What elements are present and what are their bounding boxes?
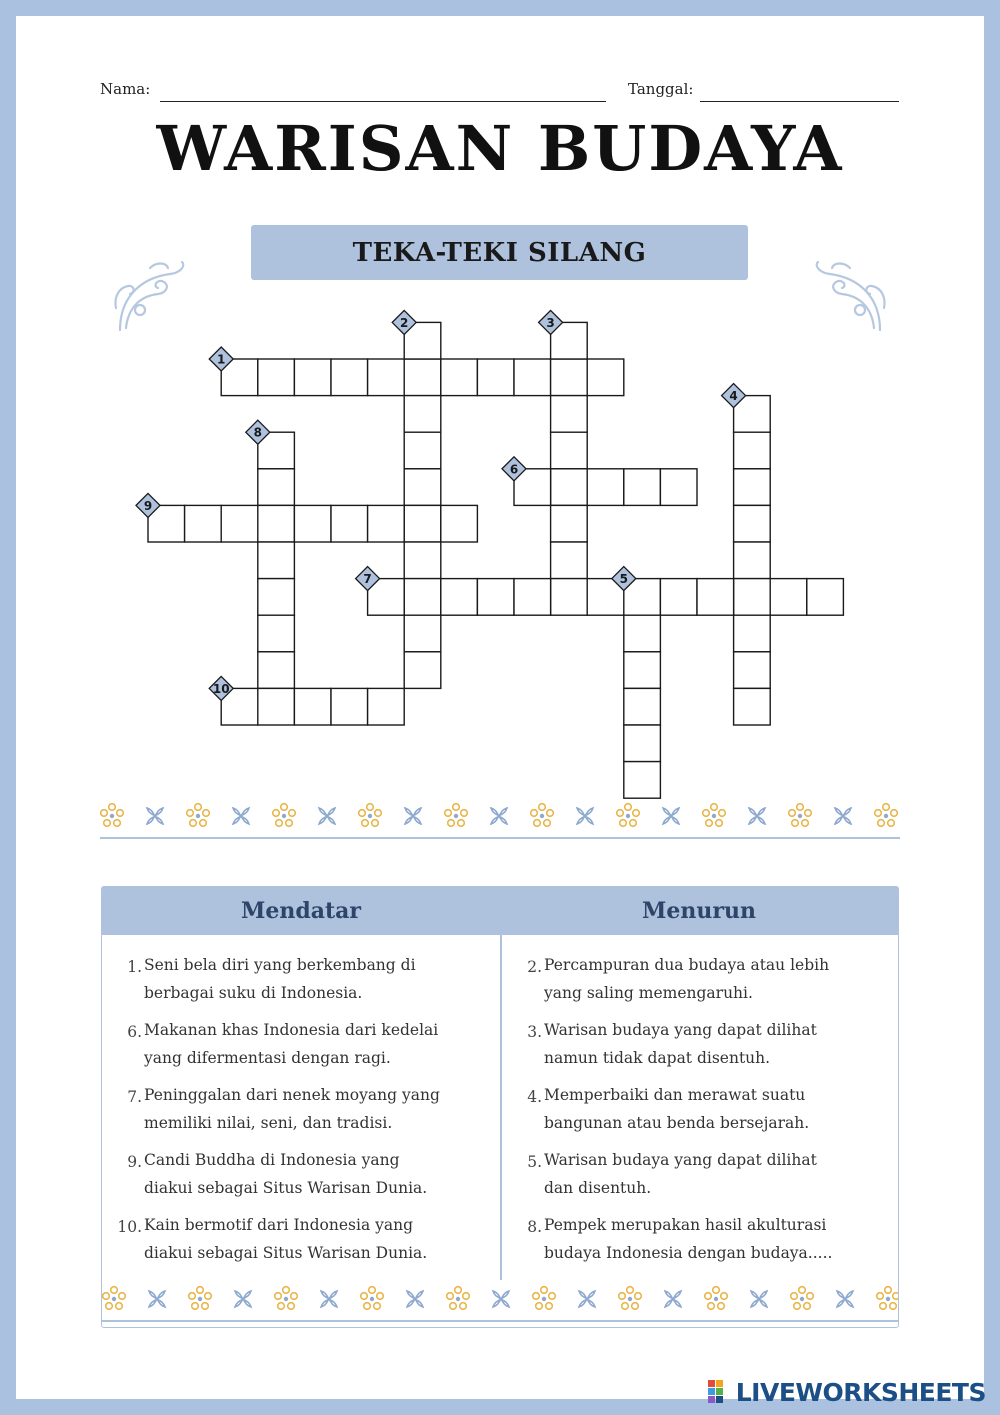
leaf-ornament-icon [837, 1291, 853, 1307]
crossword-cell[interactable] [294, 359, 331, 396]
clue-number: 9 [143, 498, 153, 513]
crossword-cell[interactable] [331, 505, 368, 542]
flower-ornament-icon [275, 1287, 298, 1310]
leaf-ornament-icon [319, 808, 335, 824]
leaf-ornament-icon [149, 1291, 165, 1307]
crossword-cell[interactable] [404, 542, 441, 579]
clue-item [502, 1211, 882, 1269]
crossword-cell[interactable] [734, 688, 771, 725]
crossword-cell[interactable] [697, 579, 734, 616]
clue-item-text [544, 1211, 880, 1267]
clue-item-text [144, 1081, 480, 1137]
clue-number: 6 [509, 462, 519, 477]
clue-item-text [544, 1146, 880, 1202]
crossword-cell[interactable] [624, 688, 661, 725]
clue-item-text [144, 1211, 480, 1267]
crossword-cell[interactable] [734, 505, 771, 542]
leaf-ornament-icon [405, 808, 421, 824]
crossword-cell[interactable] [258, 652, 295, 689]
crossword-cell[interactable] [624, 725, 661, 762]
flower-ornament-icon [361, 1287, 384, 1310]
crossword-cell[interactable] [660, 469, 697, 506]
crossword-cell[interactable] [404, 469, 441, 506]
clue-item [502, 1081, 882, 1139]
flower-ornament-icon [189, 1287, 212, 1310]
liveworksheets-logo-icon [707, 1379, 733, 1405]
clue-line-1: Pempek merupakan hasil akulturasi [544, 1216, 827, 1234]
clue-line-1: Percampuran dua budaya atau lebih [544, 956, 830, 974]
flower-ornament-icon [359, 804, 382, 827]
clue-number: 5 [619, 572, 628, 587]
clue-item-number: 3. [527, 1023, 542, 1041]
crossword-cell[interactable] [404, 432, 441, 469]
decorative-border-top [100, 796, 900, 842]
flower-ornament-icon [533, 1287, 556, 1310]
leaf-ornament-icon [147, 808, 163, 824]
crossword-cell[interactable] [770, 579, 807, 616]
crossword-cell[interactable] [258, 469, 295, 506]
clue-number: 3 [546, 315, 555, 330]
clue-item [102, 1146, 482, 1204]
leaf-ornament-icon [835, 808, 851, 824]
clue-item [102, 1081, 482, 1139]
crossword-cell[interactable] [441, 505, 478, 542]
clue-line-2: diakui sebagai Situs Warisan Dunia. [144, 1179, 428, 1197]
crossword-cell[interactable] [734, 542, 771, 579]
crossword-cell[interactable] [734, 579, 771, 616]
crossword-cell[interactable] [258, 615, 295, 652]
leaf-ornament-icon [493, 1291, 509, 1307]
crossword-cell[interactable] [477, 359, 514, 396]
crossword-cell[interactable] [587, 359, 624, 396]
clue-item [102, 1211, 482, 1269]
clue-line-1: Seni bela diri yang berkembang di [144, 956, 416, 974]
liveworksheets-logo [707, 1374, 986, 1410]
crossword-cell[interactable] [404, 396, 441, 433]
flower-ornament-icon [103, 1287, 126, 1310]
crossword-cell[interactable] [551, 579, 588, 616]
crossword-cell[interactable] [294, 688, 331, 725]
flower-ornament-icon [447, 1287, 470, 1310]
down-heading: Menurun [642, 898, 756, 924]
flower-ornament-icon [187, 804, 210, 827]
clue-item-number: 10. [117, 1218, 142, 1236]
clue-item-text [144, 1016, 480, 1072]
crossword-cell[interactable] [660, 579, 697, 616]
clue-line-2: dan disentuh. [544, 1179, 652, 1197]
crossword-cell[interactable] [331, 359, 368, 396]
crossword-cell[interactable] [368, 359, 405, 396]
crossword-cell[interactable] [258, 688, 295, 725]
clue-line-2: diakui sebagai Situs Warisan Dunia. [144, 1244, 428, 1262]
clue-line-2: yang saling memengaruhi. [544, 984, 753, 1002]
clue-line-1: Memperbaiki dan merawat suatu [544, 1086, 806, 1104]
crossword-cell[interactable] [404, 505, 441, 542]
crossword-cell[interactable] [551, 359, 588, 396]
crossword-cell[interactable] [441, 579, 478, 616]
clue-item-text [144, 1146, 480, 1202]
flower-ornament-icon [705, 1287, 728, 1310]
leaf-ornament-icon [235, 1291, 251, 1307]
clue-item-number: 5. [527, 1153, 542, 1171]
leaf-ornament-icon [233, 808, 249, 824]
clue-item-number: 7. [127, 1088, 142, 1106]
clue-number: 4 [729, 389, 738, 404]
clue-line-2: bangunan atau benda bersejarah. [544, 1114, 810, 1132]
crossword-cell[interactable] [624, 469, 661, 506]
clue-number: 8 [253, 425, 262, 440]
brand-text: LIVEWORKSHEETS [735, 1377, 986, 1407]
subtitle-text: TEKA-TEKI SILANG [352, 237, 647, 268]
flower-ornament-icon [875, 804, 898, 827]
clue-line-2: namun tidak dapat disentuh. [544, 1049, 771, 1067]
flower-ornament-icon [531, 804, 554, 827]
crossword-cell[interactable] [551, 505, 588, 542]
flower-ornament-icon [791, 1287, 814, 1310]
clue-item-text [544, 951, 880, 1007]
leaf-ornament-icon [665, 1291, 681, 1307]
clue-line-2: memiliki nilai, seni, dan tradisi. [144, 1114, 393, 1132]
flower-ornament-icon [273, 804, 296, 827]
clue-item [502, 951, 882, 1009]
clue-header [102, 887, 898, 935]
crossword-cell[interactable] [258, 359, 295, 396]
crossword-cell[interactable] [734, 432, 771, 469]
crossword-cell[interactable] [624, 762, 661, 799]
crossword-cell[interactable] [734, 652, 771, 689]
clue-number: 7 [363, 572, 372, 587]
crossword-cell[interactable] [404, 615, 441, 652]
crossword-cell[interactable] [258, 542, 295, 579]
decorative-border-bottom [102, 1279, 898, 1325]
name-label: Nama: [100, 80, 151, 98]
flower-ornament-icon [101, 804, 124, 827]
crossword-cell[interactable] [404, 652, 441, 689]
flower-ornament-icon [617, 804, 640, 827]
clue-item-number: 8. [527, 1218, 542, 1236]
leaf-ornament-icon [663, 808, 679, 824]
clue-line-2: budaya Indonesia dengan budaya..... [544, 1244, 833, 1262]
leaf-ornament-icon [491, 808, 507, 824]
clue-line-1: Peninggalan dari nenek moyang yang [144, 1086, 440, 1104]
crossword-cell[interactable] [551, 396, 588, 433]
date-label: Tanggal: [628, 80, 694, 98]
crossword-cell[interactable] [551, 432, 588, 469]
crossword-cell[interactable] [404, 359, 441, 396]
crossword-cell[interactable] [404, 579, 441, 616]
leaf-ornament-icon [407, 1291, 423, 1307]
flower-ornament-icon [789, 804, 812, 827]
leaf-ornament-icon [579, 1291, 595, 1307]
crossword-cell[interactable] [514, 579, 551, 616]
flower-ornament-icon [703, 804, 726, 827]
clue-line-1: Warisan budaya yang dapat dilihat [544, 1151, 817, 1169]
clue-item-text [544, 1016, 880, 1072]
flower-ornament-icon [445, 804, 468, 827]
clue-item-number: 6. [127, 1023, 142, 1041]
crossword-cell[interactable] [734, 615, 771, 652]
clue-line-2: yang difermentasi dengan ragi. [144, 1049, 391, 1067]
crossword-cell[interactable] [441, 359, 478, 396]
crossword-cell[interactable] [368, 505, 405, 542]
clue-number: 1 [217, 352, 226, 367]
crossword-cell[interactable] [258, 505, 295, 542]
crossword-cell[interactable] [587, 469, 624, 506]
crossword-cell[interactable] [331, 688, 368, 725]
crossword-cell[interactable] [734, 469, 771, 506]
crossword-cell[interactable] [807, 579, 844, 616]
clue-line-2: berbagai suku di Indonesia. [144, 984, 363, 1002]
crossword-cell[interactable] [221, 505, 258, 542]
clue-item [502, 1016, 882, 1074]
clue-item-number: 2. [527, 958, 542, 976]
across-heading: Mendatar [241, 898, 361, 924]
flower-ornament-icon [619, 1287, 642, 1310]
clue-item [102, 1016, 482, 1074]
clue-number: 10 [212, 681, 230, 696]
clue-item-text [544, 1081, 880, 1137]
flower-ornament-icon [877, 1287, 898, 1310]
clue-item-text [144, 951, 480, 1007]
crossword-cell[interactable] [294, 505, 331, 542]
clue-number: 2 [400, 315, 409, 330]
crossword-cell[interactable] [514, 359, 551, 396]
clue-item-number: 1. [127, 958, 142, 976]
clue-line-1: Warisan budaya yang dapat dilihat [544, 1021, 817, 1039]
crossword-cell[interactable] [551, 469, 588, 506]
leaf-ornament-icon [321, 1291, 337, 1307]
clue-line-1: Makanan khas Indonesia dari kedelai [144, 1021, 439, 1039]
crossword-cell[interactable] [185, 505, 222, 542]
crossword-cell[interactable] [258, 579, 295, 616]
clue-item [102, 951, 482, 1009]
leaf-ornament-icon [577, 808, 593, 824]
clue-panel [101, 886, 899, 1328]
clue-line-1: Kain bermotif dari Indonesia yang [144, 1216, 414, 1234]
clue-line-1: Candi Buddha di Indonesia yang [144, 1151, 400, 1169]
crossword-cell[interactable] [477, 579, 514, 616]
crossword-cell[interactable] [624, 652, 661, 689]
clue-item-number: 4. [527, 1088, 542, 1106]
leaf-ornament-icon [751, 1291, 767, 1307]
clue-item-number: 9. [127, 1153, 142, 1171]
leaf-ornament-icon [749, 808, 765, 824]
crossword-cell[interactable] [368, 688, 405, 725]
clue-item [502, 1146, 882, 1204]
crossword-cell[interactable] [551, 542, 588, 579]
page-title: WARISAN BUDAYA [156, 112, 844, 185]
crossword-cell[interactable] [624, 615, 661, 652]
